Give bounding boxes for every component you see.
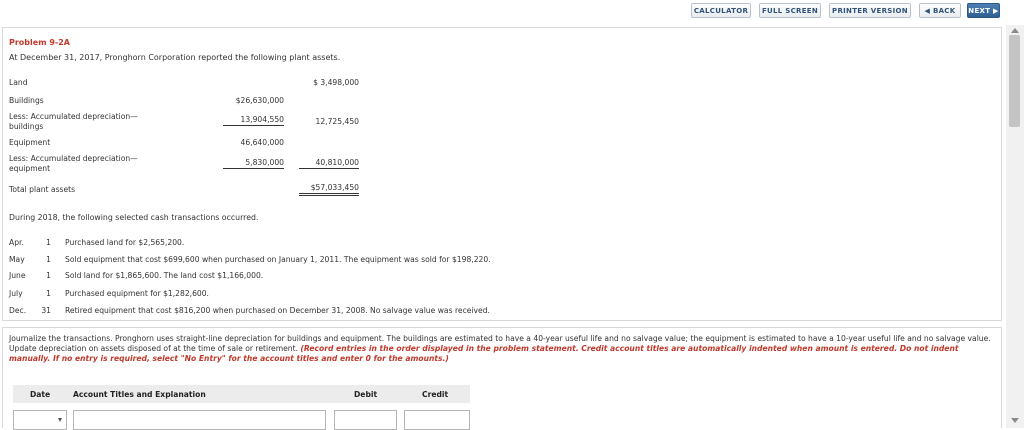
transaction-day: 31 <box>41 306 51 315</box>
accum-depr-equipment-label: Less: Accumulated depreciation— <box>9 154 138 163</box>
problem-intro: At December 31, 2017, Pronghorn Corporation reported the following plant assets. <box>9 53 341 62</box>
problem-panel <box>2 27 1002 321</box>
journal-header <box>13 385 470 403</box>
chevron-down-icon <box>58 418 62 422</box>
full-screen-button[interactable]: FULL SCREEN <box>759 3 821 18</box>
transaction-month: Dec. <box>9 306 27 315</box>
total-plant-assets-value: $57,033,450 <box>299 183 359 196</box>
top-nav-bar <box>0 0 1024 24</box>
date-select[interactable] <box>13 410 67 430</box>
transaction-text: Sold land for $1,865,600. The land cost $1,166,000. <box>65 271 264 280</box>
journal-panel <box>2 327 1002 428</box>
credit-input[interactable] <box>404 410 470 430</box>
account-column-header: Account Titles and Explanation <box>73 390 206 399</box>
instructions <box>9 334 994 364</box>
accum-depr-buildings-label: Less: Accumulated depreciation— <box>9 112 138 121</box>
transaction-text: Retired equipment that cost $816,200 when purchased on December 31, 2008. No salvage value was received. <box>65 306 490 315</box>
accum-depr-equipment-label-2: equipment <box>9 164 51 173</box>
total-plant-assets-label: Total plant assets <box>9 185 76 194</box>
transaction-day: 1 <box>46 255 51 264</box>
vertical-scrollbar[interactable] <box>1006 25 1024 428</box>
debit-input[interactable] <box>334 410 397 430</box>
transaction-text: Purchased land for $2,565,200. <box>65 238 185 247</box>
scroll-thumb[interactable] <box>1009 35 1020 127</box>
debit-column-header: Debit <box>354 390 378 399</box>
transaction-day: 1 <box>46 271 51 280</box>
account-title-input[interactable] <box>73 410 326 430</box>
land-label: Land <box>9 78 28 87</box>
transaction-month: July <box>9 289 23 298</box>
scroll-up-icon[interactable] <box>1011 28 1019 33</box>
problem-title: Problem 9-2A <box>9 38 70 47</box>
buildings-label: Buildings <box>9 96 44 105</box>
next-button[interactable]: NEXT ▶ <box>967 3 1000 18</box>
credit-column-header: Credit <box>422 390 449 399</box>
land-value: $ 3,498,000 <box>313 78 359 87</box>
accum-depr-buildings-label-2: buildings <box>9 122 44 131</box>
equipment-label: Equipment <box>9 138 51 147</box>
transaction-month: May <box>9 255 25 264</box>
calculator-button[interactable]: CALCULATOR <box>691 3 751 18</box>
transaction-month: Apr. <box>9 238 24 247</box>
net-equipment-value: 40,810,000 <box>299 158 359 169</box>
instructions-note: (Record entries in the order displayed in the problem statement. Credit account titles are automatically indented when amount is entered. Do not indent manually. If no entry is required, select "No Entry" for the account titles and enter 0 for the amounts.) <box>9 344 959 363</box>
instructions-text: Journalize the transactions. Pronghorn uses straight-line depreciation for buildings and equipment. The buildings are estimated to have a 40-year useful life and no salvage value; the equipment is estimated to have a 10-year useful life and no salvage value. Update depreciation on assets disposed of at the time of sale or retirement. <box>9 334 991 353</box>
printer-version-button[interactable]: PRINTER VERSION <box>829 3 911 18</box>
transaction-text: Sold equipment that cost $699,600 when purchased on January 1, 2011. The equipment was sold for $198,220. <box>65 255 491 264</box>
equipment-value: 46,640,000 <box>240 138 284 147</box>
buildings-value: $26,630,000 <box>235 96 284 105</box>
scroll-down-icon[interactable] <box>1011 418 1019 423</box>
back-button[interactable]: ◀ BACK <box>919 3 961 18</box>
transaction-day: 1 <box>46 238 51 247</box>
transaction-month: June <box>9 271 26 280</box>
accum-depr-buildings-value: 13,904,550 <box>223 115 284 126</box>
date-column-header: Date <box>30 390 51 399</box>
net-buildings-value: 12,725,450 <box>315 117 359 126</box>
accum-depr-equipment-value: 5,830,000 <box>223 158 284 169</box>
transactions-intro: During 2018, the following selected cash transactions occurred. <box>9 213 259 222</box>
transaction-text: Purchased equipment for $1,282,600. <box>65 289 209 298</box>
transaction-day: 1 <box>46 289 51 298</box>
